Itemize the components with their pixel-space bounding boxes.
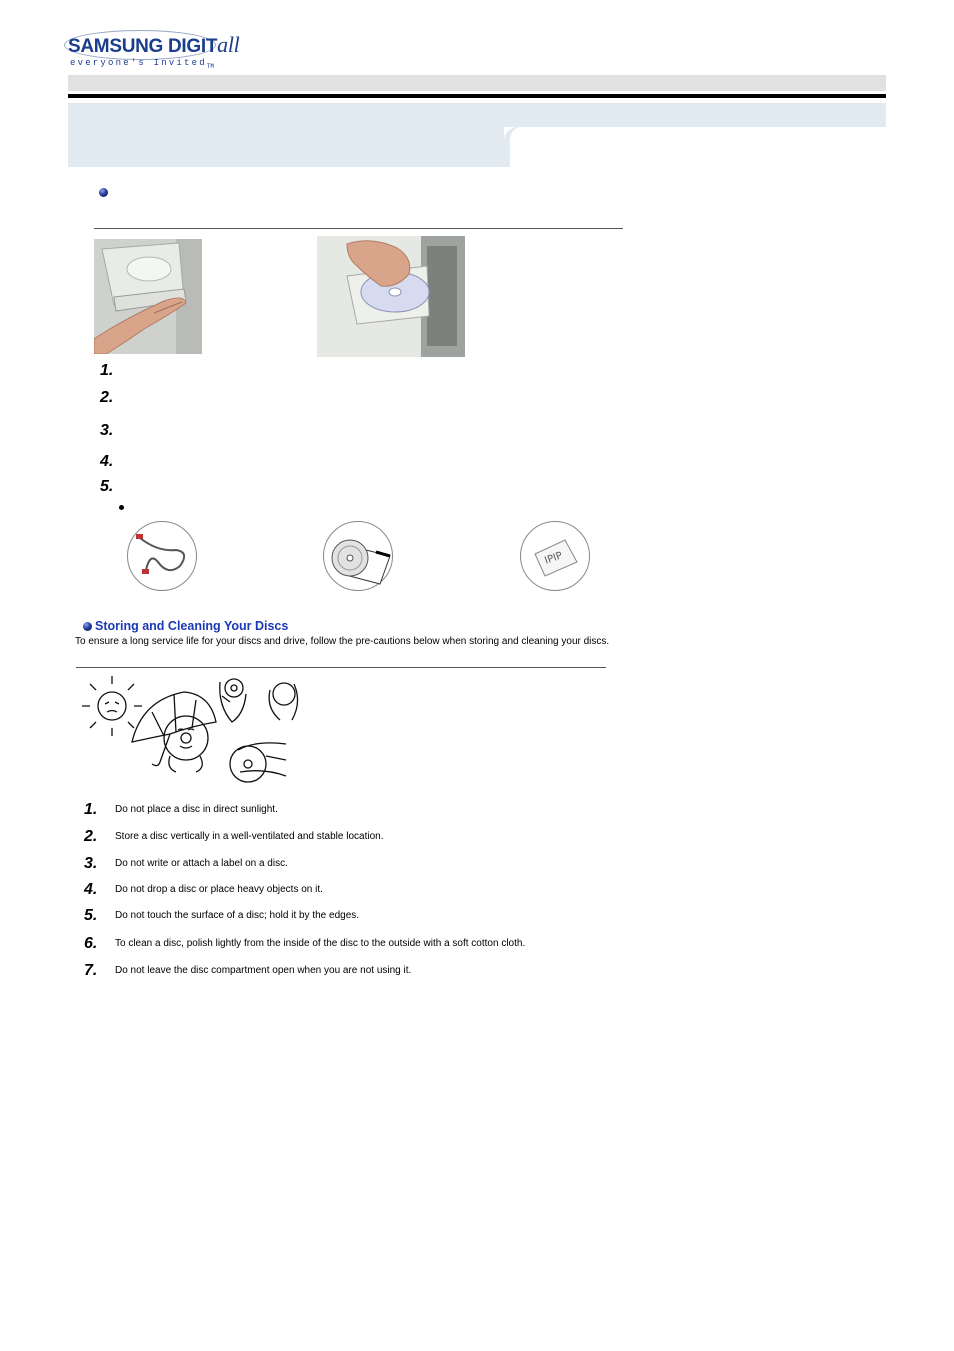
care-text-7: Do not leave the disc compartment open when you are not using it. (115, 965, 412, 976)
title-tab-cutout (510, 127, 886, 167)
care-number-2: 2. (84, 828, 98, 845)
logo-brand-script: all (217, 32, 240, 57)
screws-pack-icon (520, 521, 590, 591)
header-grey-band (68, 75, 886, 91)
care-text-6: To clean a disc, polish lightly from the inside of the disc to the outside with a soft cotton cloth. (115, 938, 526, 949)
eject-button-photo (94, 239, 202, 354)
logo-brand: SAMSUNG DIGIT (68, 36, 218, 57)
care-number-4: 4. (84, 881, 98, 898)
care-text-4: Do not drop a disc or place heavy objects on it. (115, 884, 323, 895)
care-text-1: Do not place a disc in direct sunlight. (115, 804, 278, 815)
audio-cable-icon (127, 521, 197, 591)
section-bullet-icon (99, 188, 108, 197)
logo-tm: TM (206, 62, 215, 70)
title-band (68, 103, 886, 127)
disc-care-illustration (80, 672, 302, 788)
header-black-rule (68, 94, 886, 98)
step-number-3: 3. (100, 422, 114, 439)
care-number-5: 5. (84, 907, 98, 924)
svg-text:IPIP: IPIP (543, 550, 564, 567)
logo-tagline: everyone's Invited (70, 58, 207, 68)
step-number-5: 5. (100, 478, 114, 495)
care-text-5: Do not touch the surface of a disc; hold it by the edges. (115, 910, 360, 921)
storing-heading: Storing and Cleaning Your Discs (95, 619, 289, 633)
list-bullet (119, 505, 124, 510)
step-number-4: 4. (100, 453, 114, 470)
step-number-2: 2. (100, 389, 114, 406)
care-number-3: 3. (84, 855, 98, 872)
title-band-left (68, 127, 504, 167)
step-number-1: 1. (100, 362, 114, 379)
software-cd-icon (323, 521, 393, 591)
section-rule (94, 228, 623, 229)
care-number-1: 1. (84, 801, 98, 818)
care-text-2: Store a disc vertically in a well-ventilated and stable location. (115, 831, 384, 842)
care-number-7: 7. (84, 962, 98, 979)
care-number-6: 6. (84, 935, 98, 952)
samsung-logo (68, 28, 240, 72)
storing-rule (76, 667, 606, 668)
insert-disc-photo (317, 236, 465, 357)
storing-intro: To ensure a long service life for your discs and drive, follow the pre-cautions below when storing and cleaning your discs. (75, 636, 610, 647)
storing-bullet-icon (83, 622, 92, 631)
care-text-3: Do not write or attach a label on a disc. (115, 858, 288, 869)
